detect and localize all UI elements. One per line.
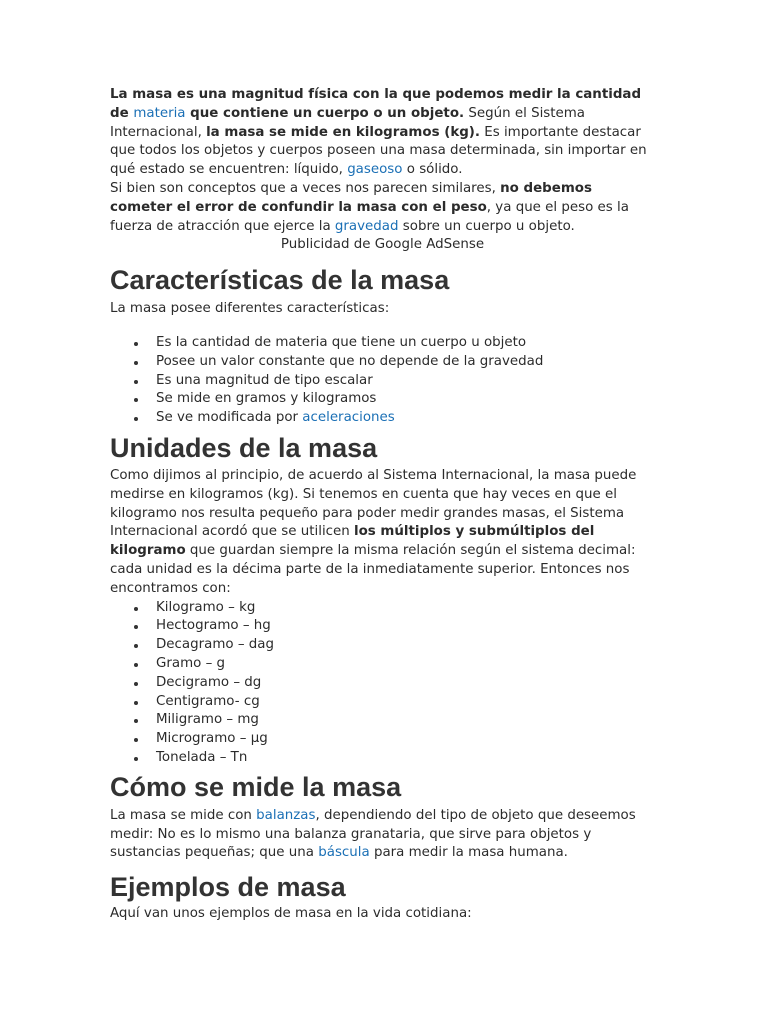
intro-text: o sólido. [402, 162, 463, 178]
list-item [156, 409, 655, 428]
ad-label: Publicidad de Google AdSense [280, 237, 485, 253]
unidades-bold-text: los múltiplos y submúltiplos del kilogramo [110, 524, 595, 559]
list-item: Decagramo – dag [156, 636, 655, 655]
caracteristicas-intro: La masa posee diferentes características: [110, 301, 390, 317]
como-paragraph [110, 807, 655, 863]
caracteristicas-list [110, 334, 655, 428]
list-item: Gramo – g [156, 655, 655, 674]
list-item: Miligramo – mg [156, 711, 655, 730]
heading-ejemplos: Ejemplos de masa [110, 872, 346, 903]
list-item: Kilogramo – kg [156, 599, 655, 618]
intro-text: Según el Sistema Internacional, [110, 105, 586, 140]
article [110, 86, 655, 924]
list-item: Decigramo – dg [156, 674, 655, 693]
link-balanzas[interactable]: balanzas [256, 807, 316, 823]
intro-bold-text: que contiene un cuerpo o un objeto. [185, 105, 465, 121]
intro-paragraph-2 [110, 180, 655, 236]
link-aceleraciones[interactable]: aceleraciones [302, 410, 395, 426]
link-materia[interactable]: materia [133, 105, 186, 121]
list-item: Es una magnitud de tipo escalar [156, 372, 655, 391]
unidades-text: que guardan siempre la misma relación según el sistema decimal: cada unidad es la décima parte de la inmediatamente superior. Entonces nos encontramos con: [110, 543, 636, 596]
intro-bold-text: La masa es una magnitud física con la que podemos medir la cantidad de [110, 87, 642, 121]
unidades-text: Como dijimos al principio, de acuerdo al Sistema Internacional, la masa puede medirse en kilogramos (kg). Si tenemos en cuenta que hay veces en que el kilogramo nos resulta pequeño para poder medir grandes masas, el Sistema Internacional acordó que se utilicen [110, 467, 637, 540]
intro-text: Si bien son conceptos que a veces nos parecen similares, [110, 180, 501, 196]
heading-como-se-mide: Cómo se mide la masa [110, 771, 402, 802]
heading-unidades: Unidades de la masa [110, 432, 378, 463]
unidades-list [110, 599, 655, 768]
link-gaseoso[interactable]: gaseoso [347, 162, 403, 178]
list-item: Hectogramo – hg [156, 617, 655, 636]
list-item: Se mide en gramos y kilogramos [156, 390, 655, 409]
intro-bold-text: no debemos cometer el error de confundir la masa con el peso [110, 180, 592, 215]
ejemplos-intro: Aquí van unos ejemplos de masa en la vida cotidiana: [110, 906, 472, 922]
list-item: Posee un valor constante que no depende de la gravedad [156, 353, 655, 372]
list-item: Centigramo- cg [156, 693, 655, 712]
list-item: Microgramo – µg [156, 730, 655, 749]
como-text: La masa se mide con [110, 807, 257, 823]
como-text: para medir la masa humana. [369, 845, 568, 861]
list-item: Es la cantidad de materia que tiene un cuerpo u objeto [156, 334, 655, 353]
list-item: Tonelada – Tn [156, 749, 655, 768]
como-text: , dependiendo del tipo de objeto que deseemos medir: No es lo mismo una balanza granataria, que sirve para objetos y sustancias pequeñas; que una [110, 807, 636, 861]
heading-caracteristicas: Características de la masa [110, 265, 450, 296]
intro-text: Es importante destacar que todos los objetos y cuerpos poseen una masa determinada, sin importar en qué estado se encuentren: líquido, [110, 124, 647, 178]
intro-paragraph-1 [110, 86, 655, 180]
link-gravedad[interactable]: gravedad [334, 218, 399, 234]
intro-bold-text: la masa se mide en kilogramos (kg). [206, 124, 481, 140]
list-item-text: Se ve modificada por [156, 410, 303, 426]
unidades-paragraph [110, 467, 655, 599]
intro-text: , ya que el peso es la fuerza de atracción que ejerce la [110, 199, 629, 234]
intro-text: sobre un cuerpo u objeto. [398, 218, 575, 234]
link-bascula[interactable]: báscula [318, 845, 370, 861]
